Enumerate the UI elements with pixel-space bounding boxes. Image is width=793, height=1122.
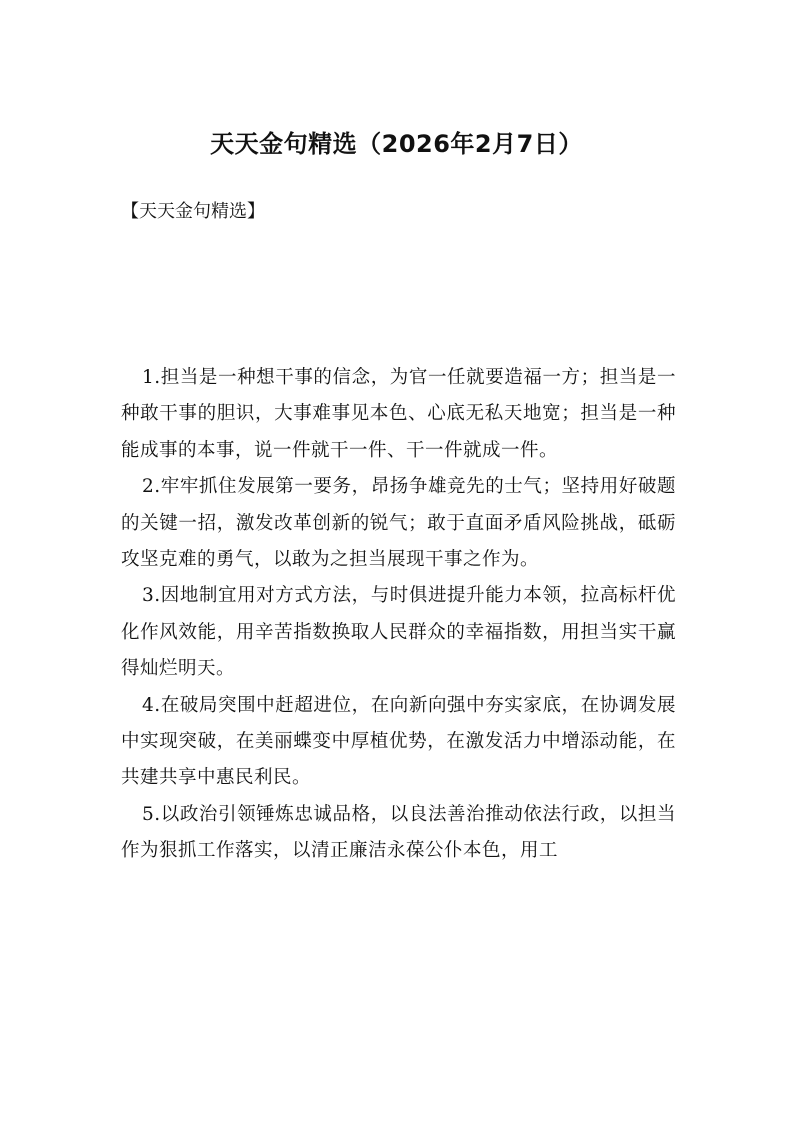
paragraph-5: 5.以政治引领锤炼忠诚品格，以良法善治推动依法行政，以担当作为狠抓工作落实，以清正廉洁永葆公仆本色，用工 <box>121 803 676 862</box>
document-title: 天天金句精选（2026年2月7日） <box>210 130 583 158</box>
paragraph-3: 3.因地制宜用对方式方法，与时俱进提升能力本领，拉高标杆优化作风效能，用辛苦指数换取人民群众的幸福指数，用担当实干赢得灿烂明天。 <box>121 585 676 680</box>
paragraph-1: 1.担当是一种想干事的信念，为官一任就要造福一方；担当是一种敢干事的胆识，大事难事见本色、心底无私天地宽；担当是一种能成事的本事，说一件就干一件、干一件就成一件。 <box>121 367 676 461</box>
paragraph-2: 2.牢牢抓住发展第一要务，昂扬争雄竞先的士气；坚持用好破题的关键一招，激发改革创新的锐气；敢于直面矛盾风险挑战，砥砺攻坚克难的勇气，以敢为之担当展现干事之作为。 <box>121 476 676 571</box>
paragraph-4: 4.在破局突围中赶超进位，在向新向强中夯实家底，在协调发展中实现突破，在美丽蝶变中厚植优势，在激发活力中增添动能，在共建共享中惠民利民。 <box>121 694 676 789</box>
section-label: 【天天金句精选】 <box>121 201 265 222</box>
document-body <box>121 360 676 870</box>
